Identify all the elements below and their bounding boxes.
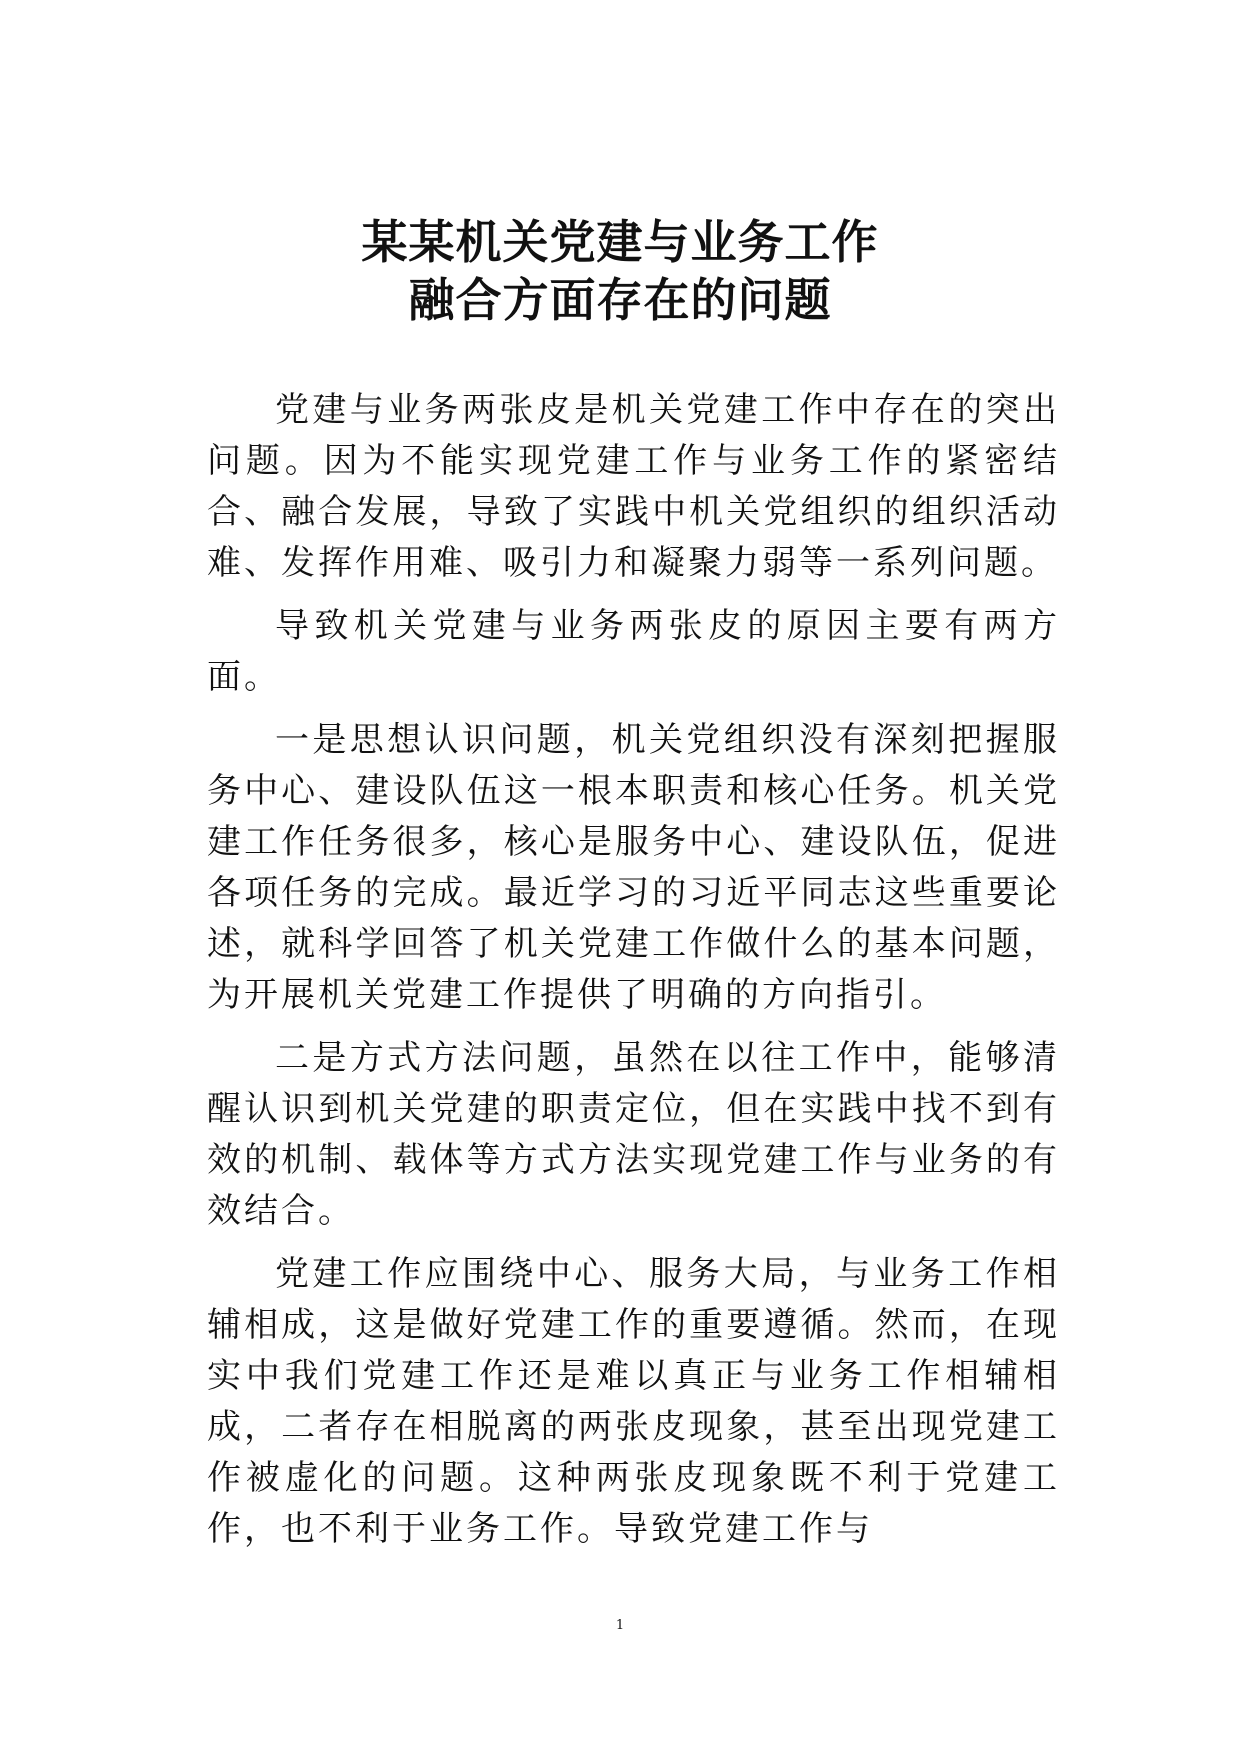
title-line-1: 某某机关党建与业务工作 bbox=[361, 215, 879, 269]
paragraph: 党建与业务两张皮是机关党建工作中存在的突出问题。因为不能实现党建工作与业务工作的紧密结合、融合发展，导致了实践中机关党组织的组织活动难、发挥作用难、吸引力和凝聚力弱等一系列问题。 bbox=[207, 390, 1060, 583]
paragraph: 二是方式方法问题，虽然在以往工作中，能够清醒认识到机关党建的职责定位，但在实践中找不到有效的机制、载体等方式方法实现党建工作与业务的有效结合。 bbox=[207, 1038, 1060, 1231]
paragraph: 导致机关党建与业务两张皮的原因主要有两方面。 bbox=[207, 606, 1060, 697]
paragraph: 一是思想认识问题，机关党组织没有深刻把握服务中心、建设队伍这一根本职责和核心任务。机关党建工作任务很多，核心是服务中心、建设队伍，促进各项任务的完成。最近学习的习近平同志这些重要论述，就科学回答了机关党建工作做什么的基本问题，为开展机关党建工作提供了明确的方向指引。 bbox=[207, 720, 1060, 1015]
document-body bbox=[207, 385, 1060, 1567]
title-line-2: 融合方面存在的问题 bbox=[408, 273, 832, 327]
paragraph: 党建工作应围绕中心、服务大局，与业务工作相辅相成，这是做好党建工作的重要遵循。然而，在现实中我们党建工作还是难以真正与业务工作相辅相成，二者存在相脱离的两张皮现象，甚至出现党建工作被虚化的问题。这种两张皮现象既不利于党建工作，也不利于业务工作。导致党建工作与 bbox=[207, 1254, 1060, 1549]
document-title bbox=[0, 213, 1240, 329]
page-number: 1 bbox=[615, 1618, 625, 1633]
